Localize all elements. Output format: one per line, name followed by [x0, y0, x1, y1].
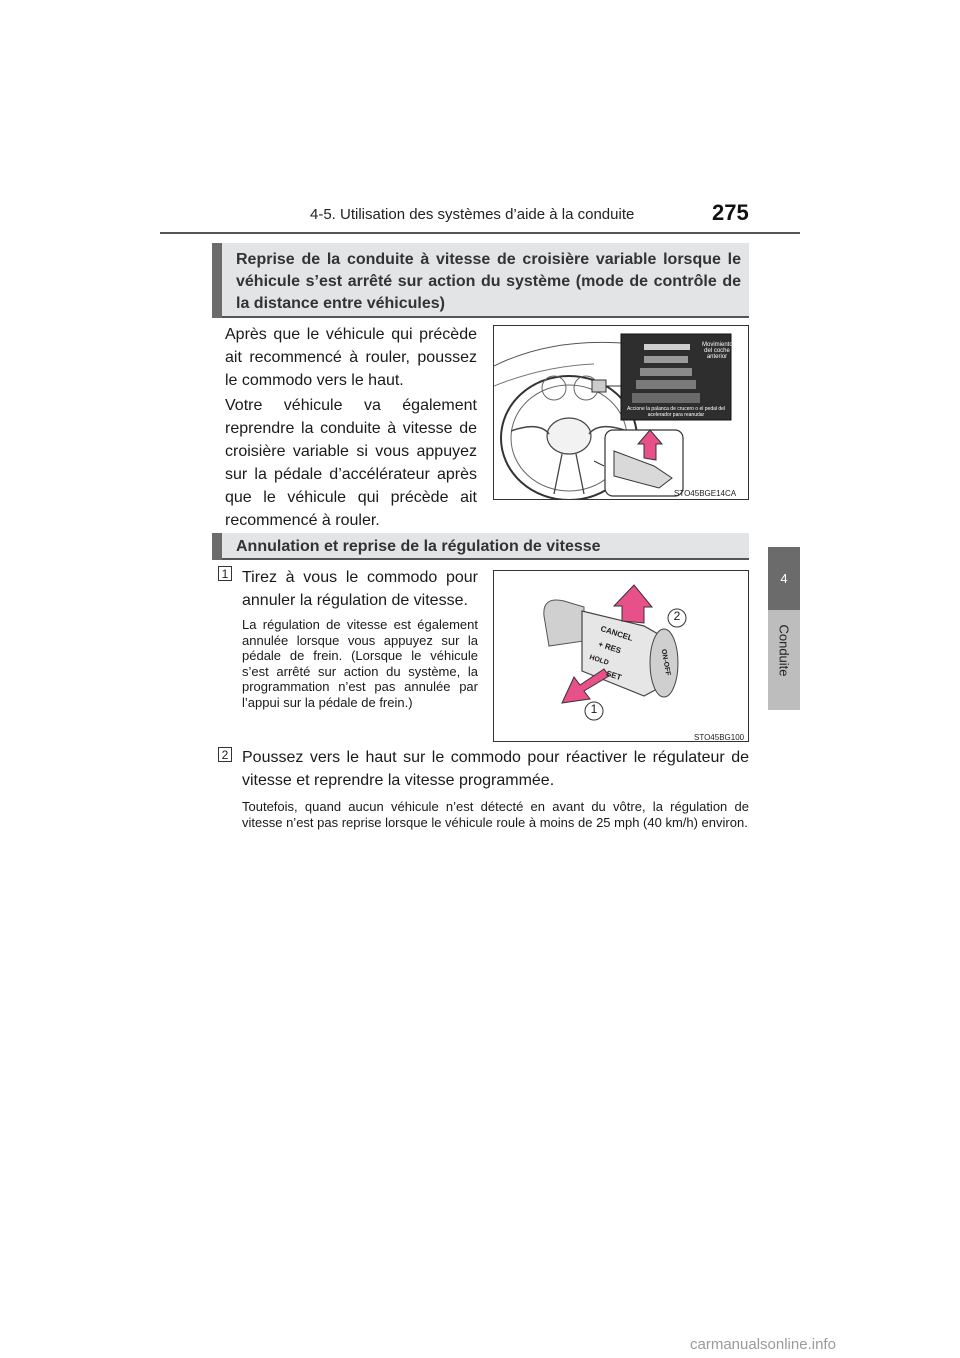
heading-bar: [212, 243, 222, 318]
lever-label-cancel: CANCEL: [599, 624, 634, 643]
watermark: carmanualsonline.info: [690, 1336, 836, 1353]
chapter-tab: 4: [768, 547, 800, 610]
cancel-item-1-note: La régulation de vitesse est également annulée lorsque vous appuyez sur la pédale de frein. (Lorsque le véhicule s’est arrêté sur action du système, la programmation n’est pas annulée par l’appui sur la pédale de frein.): [242, 617, 478, 710]
section-heading-cancel: [212, 533, 749, 560]
running-header: 4-5. Utilisation des systèmes d’aide à la conduite: [310, 206, 635, 223]
lever-illustration: [494, 571, 749, 742]
lever-label-res: + RES: [597, 639, 623, 656]
resume-paragraph-2: Votre véhicule va également reprendre la conduite à vitesse de croisière variable si vous appuyez sur la pédale d’accélérateur après que le véhicule qui précède ait recommencé à rouler.: [225, 397, 477, 529]
figure-code: STO45BGE14CA: [674, 489, 737, 498]
chapter-label-text: Conduite: [776, 623, 792, 677]
cancel-item-1-text: Tirez à vous le commodo pour annuler la régulation de vitesse.: [242, 569, 478, 609]
item-number-1: 1: [218, 566, 232, 581]
heading-bar: [212, 533, 222, 560]
resume-paragraph-1: Après que le véhicule qui précède ait recommencé à rouler, poussez le commodo vers le haut.: [225, 326, 477, 389]
header-rule: [160, 232, 800, 234]
cancel-item-2-text: Poussez vers le haut sur le commodo pour réactiver le régulateur de vitesse et reprendre la vitesse programmée.: [242, 749, 749, 789]
lever-label-set: SET: [604, 668, 623, 683]
chapter-label: [770, 620, 798, 680]
lever-label-hold: HOLD: [588, 654, 610, 667]
screen-caption-1: Movimiento del coche anterior: [702, 342, 733, 360]
steering-wheel-figure: [493, 325, 749, 500]
lever-label-onoff: ON-OFF: [659, 648, 672, 677]
cancel-item-2-note: Toutefois, quand aucun véhicule n’est détecté en avant du vôtre, la régulation de vitesse n’est pas reprise lorsque le véhicule roule à moins de 25 mph (40 km/h) environ.: [242, 799, 749, 830]
callout-2: 2: [673, 609, 681, 623]
item-number-2: 2: [218, 747, 232, 762]
heading-text: Reprise de la conduite à vitesse de croisière variable lorsque le véhicule s’est arrêté sur action du système (mode de contrôle de la distance entre véhicules): [236, 251, 741, 312]
heading-text: Annulation et reprise de la régulation de vitesse: [236, 538, 601, 555]
section-heading-resume: [212, 243, 749, 318]
page-number: 275: [712, 200, 749, 225]
callout-1: 1: [590, 702, 598, 716]
figure-code: STO45BG100: [694, 733, 745, 742]
screen-caption-2: Accione la palanca de crucero o el pedal del acelerador para reanudar: [626, 406, 726, 418]
lever-figure: [493, 570, 749, 742]
